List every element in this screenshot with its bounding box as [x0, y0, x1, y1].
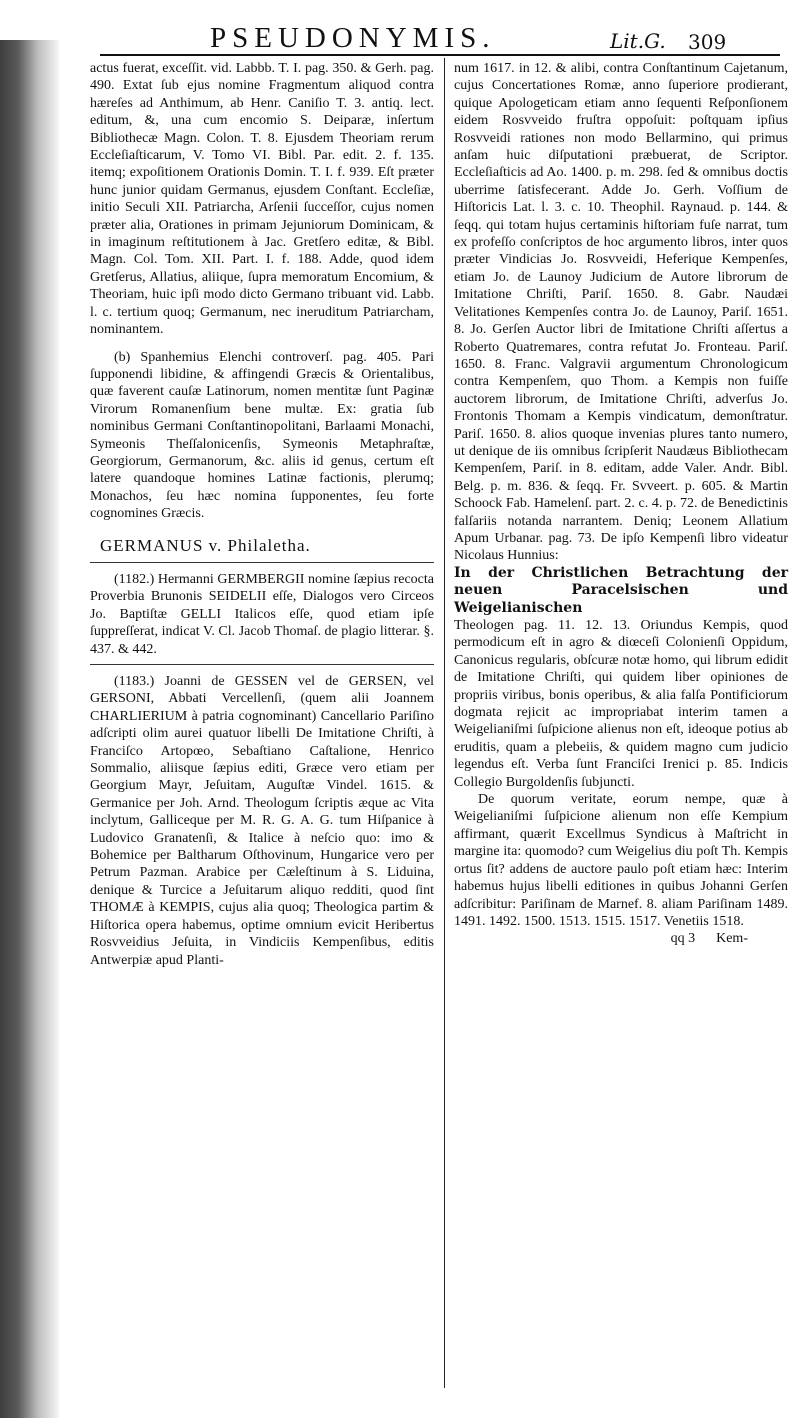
left-paragraph-top: actus fuerat, exceſſit. vid. Labbb. T. I. pag. 350. & Gerh. pag. 490. Extat ſub ejus nomine Fragmentum aliquod contra hæreſes ad Anthimum, ab Henr. Caniſio T. 3. antiq. lect. editum, &, una cum encomio S. Deiparæ, inſertum Bibliothecæ Magn. Colon. T. 8. Ejusdem Theoriam rerum Eccleſiaſticarum, V. Tomo VI. Bibl. Par. edit. 2. f. 135. itemq; expoſitionem Orationis Domin. T. I. f. 939. Eſt præter hunc junior quidam Germanus, ejusdem Conſtant. Eccleſiæ, initio Seculi XII. Patriarcha, Arſenii ſucceſſor, cujus nomen præter alia, Orationes in primam Jejuniorum Dominicam, & in imaginum reſtitutionem à Jac. Gretſero editæ, & Bibl. Magn. Col. Tom. XII. Part. I. f. 188. Adde, quod idem Gretſerus, Allatius, aliique, ſupra memoratum Encomium, & Theoriam, huic ipſi modo dicto Germano tribuant vid. Labb. l. c. tertium quoq; Germanum, nec ineruditum Patriarcham, nominantem. [90, 61, 434, 338]
footnote-b: (b) Spanhemius Elenchi controverſ. pag. 405. Pari ſupponendi libidine, & affingendi Græcis & Orientalibus, quæ faverent cauſæ Latinorum, nomen mentitæ ſunt Paginæ Virorum Romanenſium bene multæ. Ex: gratia ſub nominibus Germani Conſtantinopolitani, Barlaami Monachi, Symeonis Theſſalonicenſis, Symeonis Metaphraſtæ, Georgiorum, Germanorum, &c. aliis id genus, certum eſt latere quandoque homines Latinæ factionis, plerumq; Monachos, ſeu hæc nomina ſupponentes, ſeu forte cognomines Græcis. [90, 349, 434, 522]
signature: qq 3 [670, 931, 696, 947]
left-column [90, 60, 434, 969]
right-column [454, 60, 788, 948]
entry-1182: (1182.) Hermanni GERMBERGII nomine ſæpius recocta Proverbia Brunonis SEIDELII eſſe, Dialogos vero Circeos Jo. Baptiſtæ GELLI Italicos eſſe, quod etiam ipſe ſuppreſſerat, indicat V. Cl. Jacob Thomaſ. de plagio litterar. §. 437. & 442. [90, 571, 434, 657]
right-paragraph-1: num 1617. in 12. & alibi, contra Conſtantinum Cajetanum, cujus Concertationes Romæ, anno ſuperiore prodierant, quique Apologeticam etiam anno ſequenti Reſponſionem eidem Rosvveido fruſtra oppoſuit: poſtquam ipſius Rosvveidi rationes non modo Bellarmino, qui primus anſam huic diſputationi præbuerat, de Scriptor. Eccleſiaſticis ad Ao. 1400. p. m. 298. ſed & omnibus doctis uberrime ſatisfecerant. Adde Jo. Gerh. Voſſium de Hiſtoricis Lat. l. 3. c. 10. Theophil. Raynaud. p. 144. & ſeqq. qui totam hujus certaminis hiſtoriam fuſe narrat, tum ex profeſſo conſcriptos de hoc argumento libros, inter quos præter Vindicias Jo. Rosvveidi, Heferique Kempenſes, etiam Jo. de Launoy Judicium de Autore librorum de Imitatione Chriſti, Pariſ. 1650. 8. Gabr. Naudæi Velitationes Kempenſes contra Jo. de Launoy, Pariſ. 1651. 8. Jo. Gerſen Auctor libri de Imitatione Chriſti aſſertus a Roberto Quatremares, contra refutat Jo. Fronteau. Pariſ. 1650. 8. Franc. Valgravii argumentum Chronologicum contra Kempenſem, quo Thom. a Kempis non fuiſſe auctorem librorum, de Imitatione Chriſti, adverſus Jo. Frontonis Thomam a Kempis vindicatum, demonſtratur. Pariſ. 1650. 8. alios quoque invenias plures tanto numero, ut denique de iis omnibus ſcripſerit Naudæus Bibliothecam Kempenſem, Pariſ. in 8. editam, adde Valer. Andr. Bibl. Belg. p. m. 836. & ſeqq. Fr. Svveert. p. 605. & Martin Schoock Fab. Hamelenſ. part. 2. c. 4. p. 72. de Benedictinis falſariis notanda narrantem. Deniq; Leonem Allatium Apum Urbanar. pag. 73. De ipſo Kempenſi libro videatur Nicolaus Hunnius: [454, 61, 788, 564]
separator-rule [90, 562, 434, 563]
right-paragraph-3: De quorum veritate, eorum nempe, quæ à Weigelianiſmi ſuſpicione alienum non eſſe Kempium affirmant, quærit Excellmus Syndicus à Maſtricht in margine ita: quomodo? cum Weigelius diu poſt Th. Kempis ortus ſit? addens de auctore paulo poſt etiam hæc: Interim habemus hujus libelli editiones in quibus Johanni Gerſen adſcribitur: Pariſinam de Marnef. 8. aliam Pariſinam 1489. 1491. 1492. 1500. 1513. 1515. 1517. Venetiis 1518. [454, 792, 788, 929]
catchword: Kem- [716, 931, 748, 947]
entry-1183: (1183.) Joanni de GESSEN vel de GERSEN, vel GERSONI, Abbati Vercellenſi, (quem alii Joannem CHARLIERIUM à patria cognominant) Cancellario Pariſino adſcripti olim aurei quatuor libelli De Imitatione Chriſti, à Franciſco Artopœo, Sebaſtiano Caſtalione, Henrico Sommalio, aliisque ſæpius editi, Græce vero etiam per Georgium Mayr, Jeſuitam, Auguſtæ Vindel. 1615. & Germanice per Joh. Arnd. Theologum ſcriptis æque ac Vita inclytum, Galliceque per M. R. G. A. G. tum Hiſpanice à Ludovico Granatenſi, & Italice à neſcio quo: imo & Bohemice per Baltharum Oſthovinum, Hungarice vero per Petrum Pazman. Arabice per Cæleſtinum à S. Liduina, denique & Turcice a Jeſuitarum aliquo redditi, quod ſint THOMÆ à KEMPIS, cujus alia quoq; Theologica partim & Hiſtorica opera habemus, optime omnium evicit Heribertus Rosvveidius Jeſuita, in Vindiciis Kempenſibus, editis Antwerpiæ apud Planti- [90, 674, 434, 968]
right-paragraph-2: Theologen pag. 11. 12. 13. Oriundus Kempis, quod permodicum eſt in agro & diœceſi Colonienſi Oppidum, Canonicus regularis, obſcuræ notæ homo, qui librum edidit de Imitatione Chriſti, qui quidem liber opiniones de propriis viribus, bonis operibus, & alia falſa Pontificiorum dogmata rejicit ac impropriabat interim tamen a Weigelianiſmi ſuſpicione alienus non eſt, ideoque potius ab eruditis, quam a plebeiis, & quidem magno cum judicio legendus eſt. Verba ſunt Franciſci Irenici p. 85. Indicis Collegio Burgoldenſis ſubjuncti. [454, 618, 788, 790]
section-label: Lit.G. [610, 29, 666, 53]
column-divider [444, 58, 445, 1388]
page-number: 309 [688, 30, 727, 54]
page-gutter-shadow [0, 40, 60, 1418]
separator-rule [90, 664, 434, 665]
page-header [100, 10, 780, 56]
section-title: GERMANUS v. Philaletha. [100, 535, 311, 555]
signature-mark [454, 930, 788, 947]
fraktur-title: In der Christlichen Betrachtung der neuen Paracelsischen und Weigelianischen [454, 564, 788, 616]
running-title: PSEUDONYMIS. [210, 22, 496, 54]
